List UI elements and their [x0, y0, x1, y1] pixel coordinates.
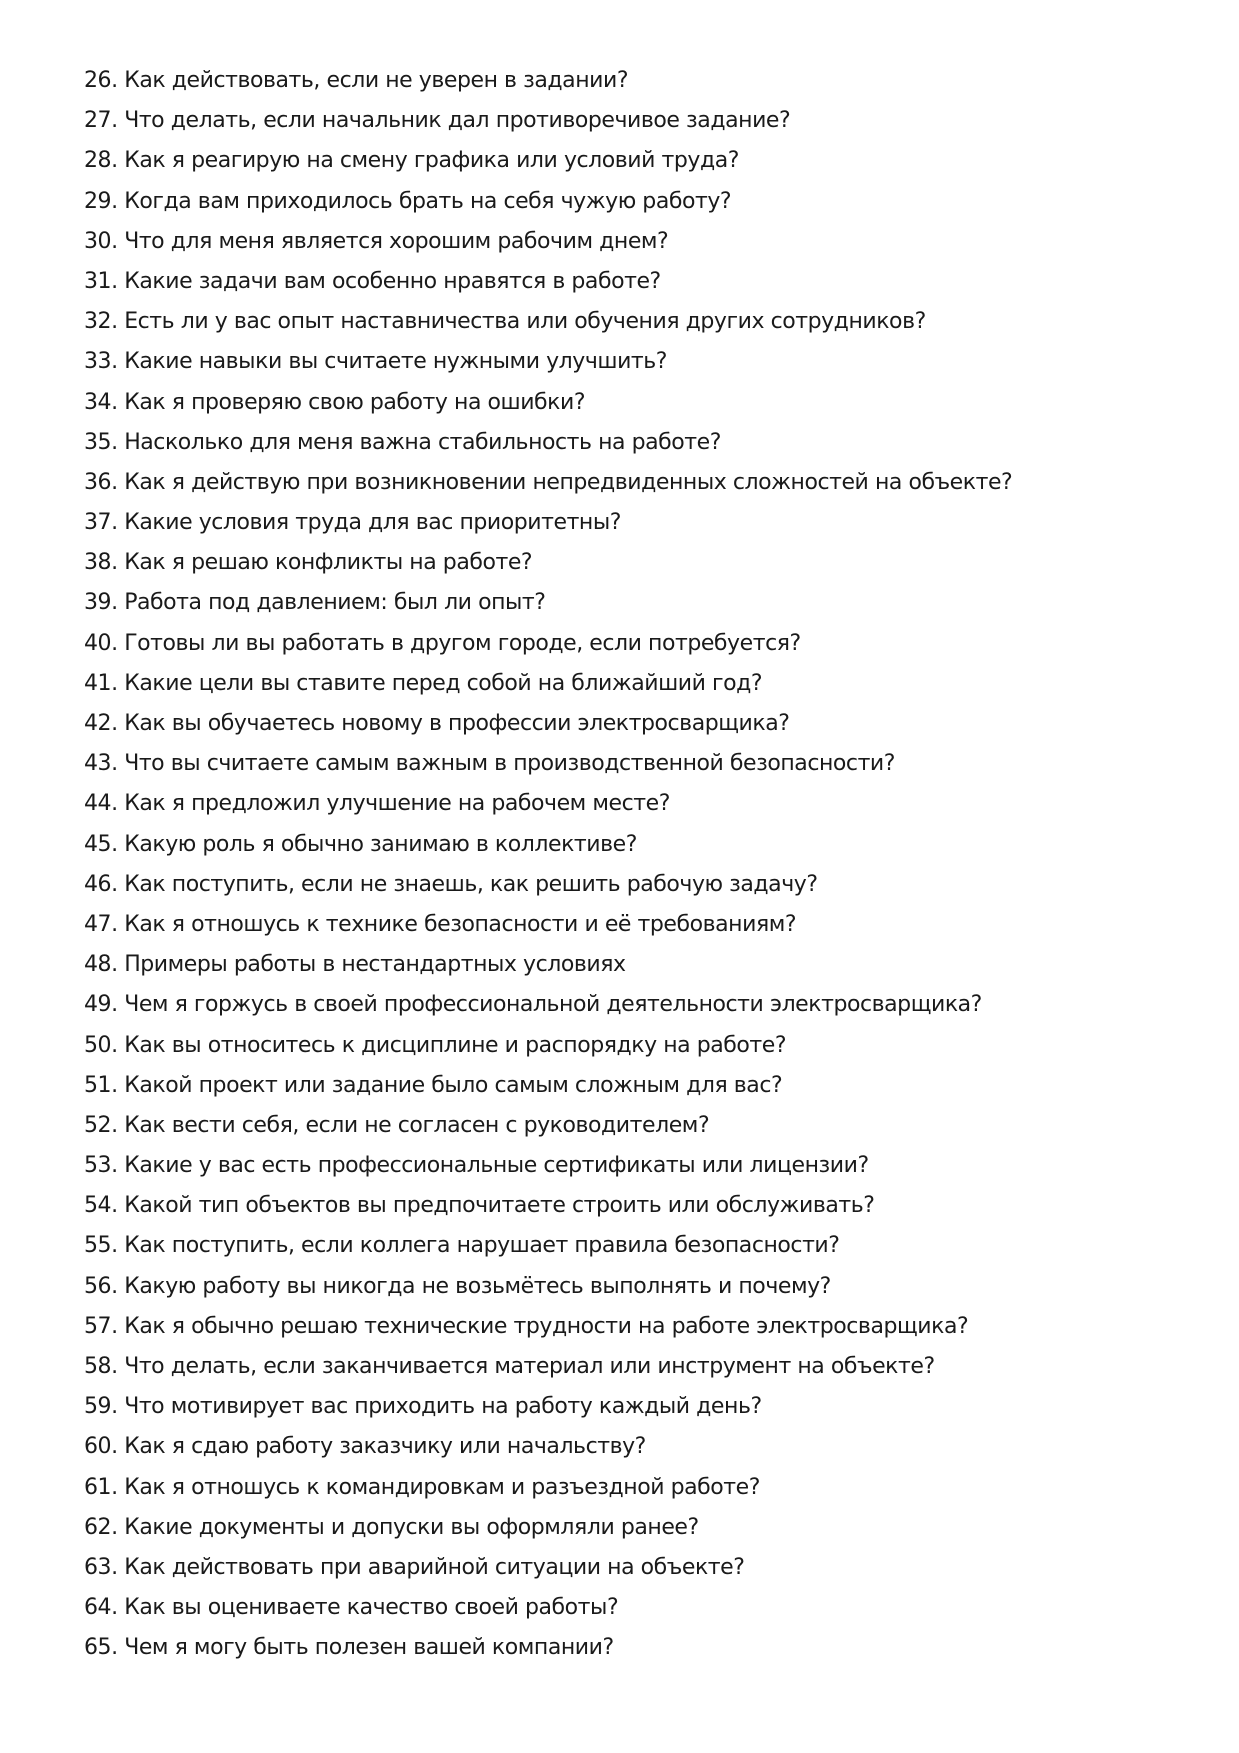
question-text: Какие цели вы ставите перед собой на ближайший год?: [124, 670, 763, 696]
question-text: Как вы обучаетесь новому в профессии электросварщика?: [124, 711, 790, 736]
question-number: 32.: [84, 309, 118, 335]
question-number: 34.: [84, 389, 118, 415]
question-item: [84, 945, 1204, 985]
question-item: [84, 1347, 1204, 1387]
question-number: 51.: [84, 1072, 118, 1098]
question-number: 52.: [84, 1112, 118, 1138]
question-text: Чем я горжусь в своей профессиональной деятельности электросварщика?: [124, 992, 982, 1018]
question-text: Как вы относитесь к дисциплине и распорядку на работе?: [124, 1032, 787, 1058]
question-number: 64.: [84, 1595, 118, 1621]
question-number: 61.: [84, 1474, 118, 1500]
question-text: Какие условия труда для вас приоритетны?: [124, 510, 622, 536]
question-text: Как поступить, если коллега нарушает правила безопасности?: [124, 1233, 840, 1259]
question-item: [84, 1588, 1204, 1628]
question-number: 45.: [84, 831, 118, 857]
question-number: 57.: [84, 1313, 118, 1339]
question-number: 42.: [84, 711, 118, 736]
question-text: Какую работу вы никогда не возьмётесь выполнять и почему?: [124, 1273, 831, 1299]
question-number: 63.: [84, 1554, 118, 1580]
question-number: 40.: [84, 630, 118, 656]
question-number: 59.: [84, 1394, 118, 1420]
question-number: 33.: [84, 349, 118, 375]
question-item: [84, 262, 1204, 302]
question-number: 44.: [84, 791, 118, 817]
question-item: [84, 543, 1204, 583]
question-number: 30.: [84, 228, 118, 254]
question-number: 35.: [84, 429, 118, 455]
question-number: 29.: [84, 188, 118, 214]
question-number: 55.: [84, 1233, 118, 1259]
question-item: [84, 1106, 1204, 1146]
question-number: 38.: [84, 550, 118, 576]
question-item: [84, 1427, 1204, 1467]
question-item: [84, 101, 1204, 141]
question-text: Какой тип объектов вы предпочитаете строить или обслуживать?: [124, 1193, 875, 1219]
question-text: Как я действую при возникновении непредвиденных сложностей на объекте?: [124, 469, 1013, 495]
question-item: [84, 61, 1204, 101]
question-text: Как поступить, если не знаешь, как решить рабочую задачу?: [124, 871, 818, 897]
question-item: [84, 1548, 1204, 1588]
question-item: [84, 1186, 1204, 1226]
question-number: 27.: [84, 108, 118, 134]
question-text: Примеры работы в нестандартных условиях: [124, 952, 626, 978]
question-item: [84, 1066, 1204, 1106]
question-number: 53.: [84, 1153, 118, 1179]
question-text: Как я проверяю свою работу на ошибки?: [124, 389, 586, 415]
question-number: 58.: [84, 1354, 118, 1379]
question-text: Как я предложил улучшение на рабочем месте?: [124, 791, 670, 817]
question-item: [84, 463, 1204, 503]
question-text: Что делать, если заканчивается материал или инструмент на объекте?: [124, 1354, 935, 1379]
question-item: [84, 141, 1204, 181]
question-text: Как вы оцениваете качество своей работы?: [124, 1595, 619, 1621]
question-text: Что вы считаете самым важным в производственной безопасности?: [124, 751, 896, 777]
question-text: Как я отношусь к технике безопасности и её требованиям?: [124, 911, 797, 937]
question-number: 60.: [84, 1434, 118, 1460]
question-item: [84, 905, 1204, 945]
question-item: [84, 865, 1204, 905]
question-text: Как я обычно решаю технические трудности на работе электросварщика?: [124, 1313, 969, 1339]
question-text: Что для меня является хорошим рабочим днем?: [124, 228, 669, 254]
question-number: 56.: [84, 1273, 118, 1299]
question-list: [84, 61, 1204, 1669]
question-text: Как я реагирую на смену графика или условий труда?: [124, 148, 740, 174]
question-item: [84, 1628, 1204, 1668]
question-item: [84, 825, 1204, 865]
question-number: 31.: [84, 268, 118, 294]
question-item: [84, 383, 1204, 423]
question-item: [84, 985, 1204, 1025]
question-item: [84, 302, 1204, 342]
question-item: [84, 1226, 1204, 1266]
question-number: 46.: [84, 871, 118, 897]
question-text: Какие у вас есть профессиональные сертификаты или лицензии?: [124, 1153, 869, 1179]
question-number: 47.: [84, 911, 118, 937]
question-text: Готовы ли вы работать в другом городе, если потребуется?: [124, 630, 801, 656]
question-item: [84, 423, 1204, 463]
question-text: Какой проект или задание было самым сложным для вас?: [124, 1072, 783, 1098]
question-number: 62.: [84, 1514, 118, 1540]
question-text: Что делать, если начальник дал противоречивое задание?: [124, 108, 791, 134]
question-item: [84, 744, 1204, 784]
question-item: [84, 1387, 1204, 1427]
question-text: Какую роль я обычно занимаю в коллективе?: [124, 831, 637, 857]
question-text: Как я отношусь к командировкам и разъездной работе?: [124, 1474, 760, 1500]
question-text: Как вести себя, если не согласен с руководителем?: [124, 1112, 710, 1138]
question-number: 43.: [84, 751, 118, 777]
question-text: Как действовать, если не уверен в задании?: [124, 68, 629, 93]
question-text: Есть ли у вас опыт наставничества или обучения других сотрудников?: [124, 309, 926, 335]
question-number: 26.: [84, 68, 118, 93]
question-text: Какие документы и допуски вы оформляли ранее?: [124, 1514, 699, 1540]
question-number: 39.: [84, 590, 118, 616]
question-item: [84, 503, 1204, 543]
question-number: 48.: [84, 952, 118, 978]
question-text: Насколько для меня важна стабильность на работе?: [124, 429, 721, 455]
question-text: Чем я могу быть полезен вашей компании?: [124, 1635, 614, 1661]
question-item: [84, 664, 1204, 704]
question-item: [84, 1026, 1204, 1066]
question-item: [84, 1267, 1204, 1307]
question-item: [84, 342, 1204, 382]
question-text: Когда вам приходилось брать на себя чужую работу?: [124, 188, 732, 214]
question-text: Какие навыки вы считаете нужными улучшить?: [124, 349, 668, 375]
question-number: 65.: [84, 1635, 118, 1661]
question-item: [84, 1307, 1204, 1347]
question-item: [84, 1468, 1204, 1508]
question-number: 49.: [84, 992, 118, 1018]
question-item: [84, 704, 1204, 744]
question-item: [84, 583, 1204, 623]
question-text: Что мотивирует вас приходить на работу каждый день?: [124, 1394, 762, 1420]
question-text: Работа под давлением: был ли опыт?: [124, 590, 546, 616]
question-item: [84, 1146, 1204, 1186]
question-text: Как действовать при аварийной ситуации на объекте?: [124, 1554, 745, 1580]
question-text: Как я решаю конфликты на работе?: [124, 550, 533, 576]
question-text: Как я сдаю работу заказчику или начальству?: [124, 1434, 646, 1460]
question-number: 36.: [84, 469, 118, 495]
question-item: [84, 182, 1204, 222]
question-item: [84, 784, 1204, 824]
question-item: [84, 222, 1204, 262]
question-item: [84, 1508, 1204, 1548]
question-number: 50.: [84, 1032, 118, 1058]
question-item: [84, 624, 1204, 664]
question-number: 37.: [84, 510, 118, 536]
question-number: 54.: [84, 1193, 118, 1219]
question-number: 28.: [84, 148, 118, 174]
question-number: 41.: [84, 670, 118, 696]
question-text: Какие задачи вам особенно нравятся в работе?: [124, 268, 661, 294]
